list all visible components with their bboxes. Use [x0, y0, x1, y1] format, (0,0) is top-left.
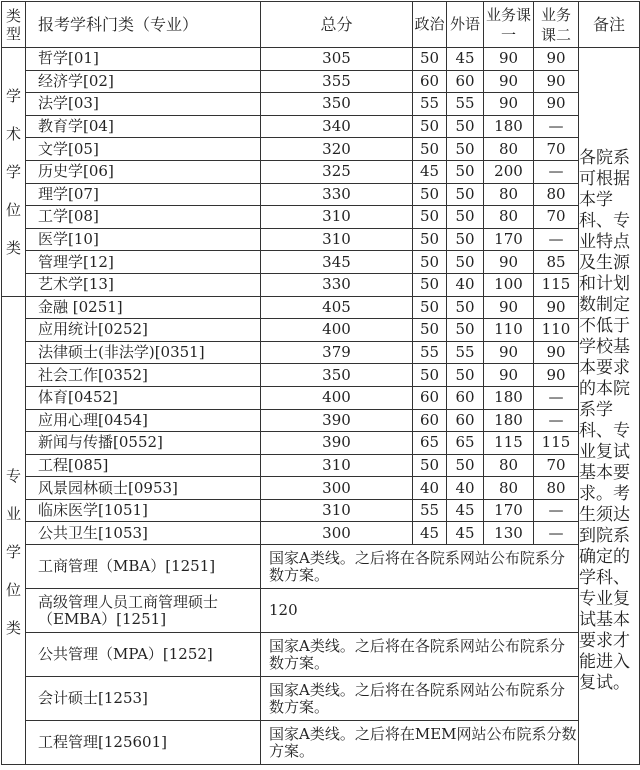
subject-name: 医学[10] — [26, 228, 261, 251]
subject-name: 新闻与传播[0552] — [26, 432, 261, 455]
table-row — [2, 545, 640, 589]
score-c2: 85 — [534, 251, 579, 274]
score-table — [1, 1, 640, 765]
score-politics: 50 — [413, 251, 447, 274]
score-c2: 80 — [534, 183, 579, 206]
score-politics: 50 — [413, 319, 447, 342]
score-c1: 100 — [484, 273, 534, 296]
subject-name: 工商管理（MBA）[1251] — [26, 545, 261, 589]
subject-name: 管理学[12] — [26, 251, 261, 274]
score-foreign: 50 — [447, 296, 484, 319]
score-politics: 50 — [413, 454, 447, 477]
score-total: 355 — [261, 70, 413, 93]
score-politics: 50 — [413, 115, 447, 138]
score-c1: 80 — [484, 138, 534, 161]
score-c1: 170 — [484, 499, 534, 522]
score-c1: 170 — [484, 228, 534, 251]
score-foreign: 50 — [447, 454, 484, 477]
group-professional — [2, 296, 26, 765]
score-total: 350 — [261, 364, 413, 387]
score-politics: 45 — [413, 522, 447, 545]
score-c2: 70 — [534, 138, 579, 161]
score-c1: 110 — [484, 319, 534, 342]
score-foreign: 50 — [447, 206, 484, 229]
score-c2: 115 — [534, 432, 579, 455]
score-total: 400 — [261, 386, 413, 409]
score-c2: — — [534, 228, 579, 251]
score-politics: 45 — [413, 160, 447, 183]
score-c2: 90 — [534, 364, 579, 387]
score-total: 320 — [261, 138, 413, 161]
score-politics: 55 — [413, 93, 447, 116]
subject-name: 理学[07] — [26, 183, 261, 206]
score-foreign: 50 — [447, 115, 484, 138]
score-total: 345 — [261, 251, 413, 274]
header-politics: 政治 — [413, 2, 447, 48]
subject-name: 应用统计[0252] — [26, 319, 261, 342]
table-row — [2, 589, 640, 633]
score-total: 300 — [261, 522, 413, 545]
table-row — [2, 115, 640, 138]
table-row — [2, 319, 640, 342]
table-row — [2, 93, 640, 116]
subject-name: 历史学[06] — [26, 160, 261, 183]
score-politics: 50 — [413, 183, 447, 206]
score-foreign: 50 — [447, 228, 484, 251]
score-c1: 90 — [484, 48, 534, 71]
score-foreign: 45 — [447, 48, 484, 71]
score-politics: 50 — [413, 296, 447, 319]
score-foreign: 50 — [447, 364, 484, 387]
score-total: 310 — [261, 228, 413, 251]
score-politics: 60 — [413, 386, 447, 409]
table-row — [2, 522, 640, 545]
score-politics: 55 — [413, 341, 447, 364]
score-foreign: 40 — [447, 273, 484, 296]
score-foreign: 65 — [447, 432, 484, 455]
score-total: 325 — [261, 160, 413, 183]
subject-name: 法学[03] — [26, 93, 261, 116]
score-c1: 130 — [484, 522, 534, 545]
score-foreign: 55 — [447, 341, 484, 364]
subject-name: 会计硕士[1253] — [26, 677, 261, 721]
score-requirement: 国家A类线。之后将在各院系网站公布院系分数方案。 — [261, 545, 579, 589]
subject-name: 艺术学[13] — [26, 273, 261, 296]
table-row — [2, 296, 640, 319]
subject-name: 金融 [0251] — [26, 296, 261, 319]
score-c1: 90 — [484, 296, 534, 319]
subject-name: 公共管理（MPA）[1252] — [26, 633, 261, 677]
table-row — [2, 48, 640, 71]
score-c1: 80 — [484, 454, 534, 477]
table-row — [2, 633, 640, 677]
score-foreign: 45 — [447, 522, 484, 545]
score-c1: 90 — [484, 93, 534, 116]
score-foreign: 40 — [447, 477, 484, 500]
subject-name: 经济学[02] — [26, 70, 261, 93]
group-label: 学术学位类 — [5, 86, 21, 257]
table-row — [2, 432, 640, 455]
score-foreign: 50 — [447, 251, 484, 274]
score-requirement: 国家A类线。之后将在MEM网站公布院系分数方案。 — [261, 721, 579, 765]
table-row — [2, 409, 640, 432]
score-foreign: 45 — [447, 499, 484, 522]
header-row — [2, 2, 640, 48]
subject-name: 高级管理人员工商管理硕士（EMBA）[1251] — [26, 589, 261, 633]
score-total: 390 — [261, 409, 413, 432]
score-total: 310 — [261, 454, 413, 477]
score-c1: 90 — [484, 341, 534, 364]
score-c2: 70 — [534, 454, 579, 477]
score-c1: 180 — [484, 409, 534, 432]
score-foreign: 50 — [447, 319, 484, 342]
score-c2: — — [534, 115, 579, 138]
subject-name: 社会工作[0352] — [26, 364, 261, 387]
subject-name: 哲学[01] — [26, 48, 261, 71]
score-c1: 90 — [484, 70, 534, 93]
subject-name: 公共卫生[1053] — [26, 522, 261, 545]
score-total: 405 — [261, 296, 413, 319]
score-politics: 50 — [413, 228, 447, 251]
score-total: 305 — [261, 48, 413, 71]
table-row — [2, 273, 640, 296]
score-politics: 60 — [413, 70, 447, 93]
score-politics: 50 — [413, 273, 447, 296]
score-c1: 80 — [484, 477, 534, 500]
score-c1: 200 — [484, 160, 534, 183]
score-c2: 115 — [534, 273, 579, 296]
score-foreign: 50 — [447, 160, 484, 183]
score-c2: 110 — [534, 319, 579, 342]
score-total: 330 — [261, 273, 413, 296]
table-row — [2, 228, 640, 251]
table-row — [2, 160, 640, 183]
score-c1: 90 — [484, 251, 534, 274]
score-c2: — — [534, 386, 579, 409]
header-type: 类型 — [2, 2, 26, 48]
table-row — [2, 386, 640, 409]
score-c2: — — [534, 409, 579, 432]
score-c1: 180 — [484, 115, 534, 138]
group-academic — [2, 48, 26, 297]
score-c2: — — [534, 522, 579, 545]
score-c2: 90 — [534, 341, 579, 364]
score-politics: 55 — [413, 499, 447, 522]
score-c2: 90 — [534, 93, 579, 116]
score-c1: 80 — [484, 183, 534, 206]
score-requirement: 国家A类线。之后将在各院系网站公布院系分数方案。 — [261, 633, 579, 677]
table-row — [2, 499, 640, 522]
score-politics: 50 — [413, 138, 447, 161]
score-c2: 90 — [534, 70, 579, 93]
subject-name: 教育学[04] — [26, 115, 261, 138]
score-total: 390 — [261, 432, 413, 455]
table-row — [2, 721, 640, 765]
note-cell — [579, 48, 640, 765]
score-requirement: 国家A类线。之后将在各院系网站公布院系分数方案。 — [261, 677, 579, 721]
score-total: 310 — [261, 499, 413, 522]
subject-name: 工程管理[125601] — [26, 721, 261, 765]
score-c2: — — [534, 499, 579, 522]
subject-name: 工程[085] — [26, 454, 261, 477]
subject-name: 工学[08] — [26, 206, 261, 229]
score-total: 340 — [261, 115, 413, 138]
header-foreign: 外语 — [447, 2, 484, 48]
subject-name: 临床医学[1051] — [26, 499, 261, 522]
score-total: 350 — [261, 93, 413, 116]
score-politics: 40 — [413, 477, 447, 500]
subject-name: 体育[0452] — [26, 386, 261, 409]
table-row — [2, 364, 640, 387]
score-foreign: 60 — [447, 386, 484, 409]
score-politics: 60 — [413, 409, 447, 432]
score-politics: 65 — [413, 432, 447, 455]
table-row — [2, 477, 640, 500]
table-row — [2, 183, 640, 206]
score-c1: 80 — [484, 206, 534, 229]
score-politics: 50 — [413, 48, 447, 71]
score-politics: 50 — [413, 206, 447, 229]
score-c2: 90 — [534, 48, 579, 71]
score-requirement: 120 — [261, 589, 579, 633]
score-foreign: 60 — [447, 70, 484, 93]
score-total: 300 — [261, 477, 413, 500]
table-row — [2, 677, 640, 721]
subject-name: 风景园林硕士[0953] — [26, 477, 261, 500]
score-c2: 70 — [534, 206, 579, 229]
table-row — [2, 454, 640, 477]
score-c2: 80 — [534, 477, 579, 500]
subject-name: 文学[05] — [26, 138, 261, 161]
table-row — [2, 341, 640, 364]
score-total: 379 — [261, 341, 413, 364]
score-foreign: 55 — [447, 93, 484, 116]
score-c2: 90 — [534, 296, 579, 319]
group-label: 专业学位类 — [5, 466, 21, 637]
table-row — [2, 206, 640, 229]
header-course1: 业务课一 — [484, 2, 534, 48]
score-foreign: 60 — [447, 409, 484, 432]
score-total: 400 — [261, 319, 413, 342]
score-c1: 115 — [484, 432, 534, 455]
subject-name: 法律硕士(非法学)[0351] — [26, 341, 261, 364]
score-total: 330 — [261, 183, 413, 206]
table-row — [2, 251, 640, 274]
header-course2: 业务课二 — [534, 2, 579, 48]
table-row — [2, 70, 640, 93]
header-total: 总分 — [261, 2, 413, 48]
score-c1: 90 — [484, 364, 534, 387]
score-c2: — — [534, 160, 579, 183]
score-total: 310 — [261, 206, 413, 229]
score-c1: 180 — [484, 386, 534, 409]
subject-name: 应用心理[0454] — [26, 409, 261, 432]
score-politics: 50 — [413, 364, 447, 387]
score-foreign: 50 — [447, 138, 484, 161]
header-subject: 报考学科门类（专业） — [26, 2, 261, 48]
header-note: 备注 — [579, 2, 640, 48]
note-text: 各院系可根据本学科、专业特点及生源和计划数制定不低于学校基本要求的本院系学科、专业复试基本要求。考生须达到院系确定的学科、专业复试基本要求才能进入复试。 — [579, 148, 630, 693]
score-foreign: 50 — [447, 183, 484, 206]
table-row — [2, 138, 640, 161]
